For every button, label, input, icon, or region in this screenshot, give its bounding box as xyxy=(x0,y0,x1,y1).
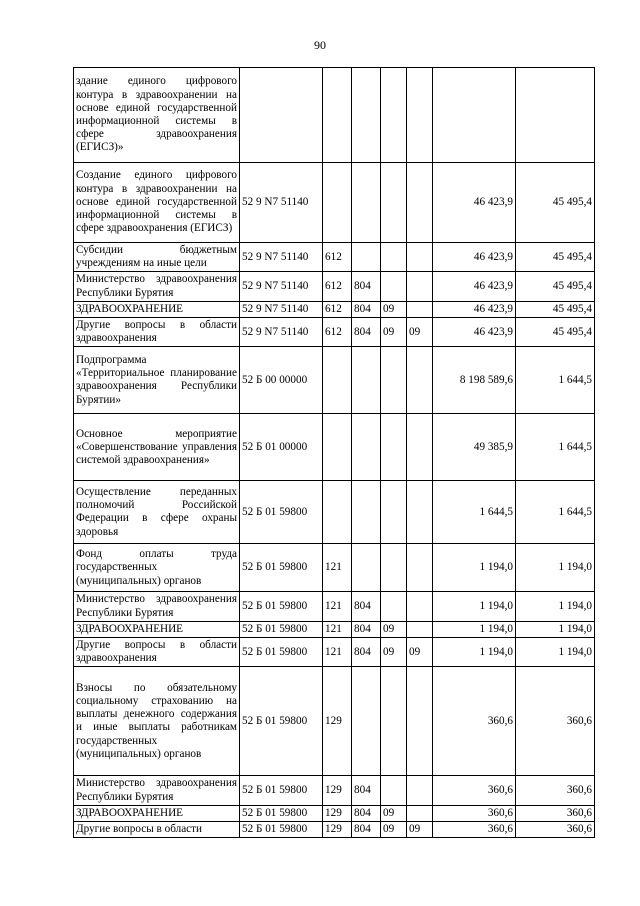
table-row xyxy=(74,68,595,163)
row-name: Субсидии бюджетным учреждениям на иные цели xyxy=(74,243,240,272)
row-value-2: 1 644,5 xyxy=(516,347,595,414)
row-expense-type: 129 xyxy=(323,776,352,805)
row-value-2: 360,6 xyxy=(516,667,595,776)
row-subsection xyxy=(407,347,433,414)
row-section xyxy=(381,667,407,776)
row-section: 09 xyxy=(381,822,407,838)
row-expense-type: 121 xyxy=(323,621,352,637)
row-name: Создание единого цифрового контура в здравоохранении на основе единой государственной информационной системы в сфере здравоохранения (ЕГИСЗ) xyxy=(74,163,240,243)
row-name: Министерство здравоохранения Республики Бурятия xyxy=(74,272,240,301)
row-ministry-code xyxy=(352,347,381,414)
row-value-1: 1 194,0 xyxy=(433,544,516,592)
row-code: 52 Б 01 59800 xyxy=(240,776,323,805)
row-subsection xyxy=(407,243,433,272)
row-expense-type: 612 xyxy=(323,272,352,301)
row-value-1: 46 423,9 xyxy=(433,301,516,317)
row-value-2: 1 194,0 xyxy=(516,621,595,637)
row-subsection: 09 xyxy=(407,318,433,347)
row-section xyxy=(381,592,407,621)
row-subsection xyxy=(407,414,433,481)
row-ministry-code: 804 xyxy=(352,272,381,301)
row-value-2: 1 644,5 xyxy=(516,481,595,544)
table-row xyxy=(74,621,595,637)
row-code: 52 9 N7 51140 xyxy=(240,318,323,347)
row-expense-type: 129 xyxy=(323,805,352,821)
table-row xyxy=(74,243,595,272)
row-subsection xyxy=(407,481,433,544)
row-subsection: 09 xyxy=(407,822,433,838)
row-name: Другие вопросы в области здравоохранения xyxy=(74,638,240,667)
row-section xyxy=(381,544,407,592)
row-name: здание единого цифрового контура в здравоохранении на основе единой государственной информационной системы в сфере здравоохранения (ЕГИСЗ)» xyxy=(74,68,240,163)
page-number: 90 xyxy=(314,38,326,52)
row-expense-type xyxy=(323,481,352,544)
row-value-2: 360,6 xyxy=(516,776,595,805)
table-row xyxy=(74,301,595,317)
row-value-2: 1 194,0 xyxy=(516,638,595,667)
row-name: ЗДРАВООХРАНЕНИЕ xyxy=(74,621,240,637)
row-value-2 xyxy=(516,68,595,163)
row-ministry-code: 804 xyxy=(352,822,381,838)
table-row xyxy=(74,272,595,301)
row-code: 52 Б 01 59800 xyxy=(240,592,323,621)
row-expense-type xyxy=(323,414,352,481)
row-code: 52 Б 01 00000 xyxy=(240,414,323,481)
row-value-2: 45 495,4 xyxy=(516,163,595,243)
row-expense-type xyxy=(323,347,352,414)
row-section: 09 xyxy=(381,805,407,821)
row-name: ЗДРАВООХРАНЕНИЕ xyxy=(74,805,240,821)
row-code: 52 9 N7 51140 xyxy=(240,243,323,272)
table-row xyxy=(74,667,595,776)
row-section: 09 xyxy=(381,621,407,637)
row-value-1: 1 194,0 xyxy=(433,638,516,667)
row-value-2: 45 495,4 xyxy=(516,301,595,317)
row-code xyxy=(240,68,323,163)
row-value-1: 46 423,9 xyxy=(433,243,516,272)
row-expense-type: 612 xyxy=(323,243,352,272)
table-row xyxy=(74,481,595,544)
row-code: 52 Б 01 59800 xyxy=(240,481,323,544)
table-row xyxy=(74,544,595,592)
row-value-1: 360,6 xyxy=(433,805,516,821)
row-code: 52 9 N7 51140 xyxy=(240,301,323,317)
row-ministry-code xyxy=(352,68,381,163)
row-name: Осуществление переданных полномочий Российской Федерации в сфере охраны здоровья xyxy=(74,481,240,544)
row-value-1: 360,6 xyxy=(433,667,516,776)
table-row xyxy=(74,318,595,347)
row-ministry-code: 804 xyxy=(352,301,381,317)
row-section xyxy=(381,481,407,544)
row-subsection xyxy=(407,776,433,805)
row-value-1: 8 198 589,6 xyxy=(433,347,516,414)
row-expense-type: 612 xyxy=(323,318,352,347)
row-code: 52 Б 01 59800 xyxy=(240,621,323,637)
row-subsection xyxy=(407,163,433,243)
row-section xyxy=(381,776,407,805)
row-code: 52 Б 00 00000 xyxy=(240,347,323,414)
row-section: 09 xyxy=(381,638,407,667)
row-expense-type xyxy=(323,163,352,243)
table-row xyxy=(74,805,595,821)
row-ministry-code: 804 xyxy=(352,621,381,637)
row-value-1: 1 644,5 xyxy=(433,481,516,544)
row-ministry-code: 804 xyxy=(352,318,381,347)
row-value-2: 45 495,4 xyxy=(516,318,595,347)
row-subsection xyxy=(407,68,433,163)
row-name: Взносы по обязательному социальному страхованию на выплаты денежного содержания и иные выплаты работникам государственных (муниципальных) органов xyxy=(74,667,240,776)
table-row xyxy=(74,347,595,414)
row-section: 09 xyxy=(381,318,407,347)
row-name: Фонд оплаты труда государственных (муниципальных) органов xyxy=(74,544,240,592)
row-value-2: 360,6 xyxy=(516,822,595,838)
row-subsection xyxy=(407,667,433,776)
row-ministry-code: 804 xyxy=(352,638,381,667)
row-expense-type: 121 xyxy=(323,544,352,592)
row-value-1: 46 423,9 xyxy=(433,272,516,301)
row-expense-type: 129 xyxy=(323,822,352,838)
row-code: 52 Б 01 59800 xyxy=(240,667,323,776)
row-value-2: 1 194,0 xyxy=(516,592,595,621)
row-section xyxy=(381,272,407,301)
row-section xyxy=(381,68,407,163)
row-expense-type: 612 xyxy=(323,301,352,317)
row-expense-type: 121 xyxy=(323,592,352,621)
table-row xyxy=(74,592,595,621)
row-expense-type: 121 xyxy=(323,638,352,667)
row-ministry-code: 804 xyxy=(352,805,381,821)
row-code: 52 9 N7 51140 xyxy=(240,163,323,243)
row-code: 52 Б 01 59800 xyxy=(240,544,323,592)
row-value-2: 1 644,5 xyxy=(516,414,595,481)
row-name: Основное мероприятие «Совершенствование управления системой здравоохранения» xyxy=(74,414,240,481)
row-subsection xyxy=(407,621,433,637)
row-code: 52 Б 01 59800 xyxy=(240,822,323,838)
row-value-2: 1 194,0 xyxy=(516,544,595,592)
row-code: 52 9 N7 51140 xyxy=(240,272,323,301)
table-row xyxy=(74,163,595,243)
row-ministry-code xyxy=(352,667,381,776)
row-expense-type: 129 xyxy=(323,667,352,776)
budget-table xyxy=(73,67,595,838)
row-value-2: 360,6 xyxy=(516,805,595,821)
table-row xyxy=(74,414,595,481)
row-section xyxy=(381,243,407,272)
row-name: ЗДРАВООХРАНЕНИЕ xyxy=(74,301,240,317)
row-ministry-code xyxy=(352,163,381,243)
row-value-1: 1 194,0 xyxy=(433,592,516,621)
row-expense-type xyxy=(323,68,352,163)
row-value-1: 46 423,9 xyxy=(433,163,516,243)
row-value-2: 45 495,4 xyxy=(516,243,595,272)
row-subsection xyxy=(407,272,433,301)
table-row xyxy=(74,822,595,838)
row-value-1 xyxy=(433,68,516,163)
row-section: 09 xyxy=(381,301,407,317)
row-section xyxy=(381,414,407,481)
row-ministry-code xyxy=(352,414,381,481)
row-subsection xyxy=(407,592,433,621)
row-value-1: 46 423,9 xyxy=(433,318,516,347)
row-subsection xyxy=(407,544,433,592)
row-value-2: 45 495,4 xyxy=(516,272,595,301)
row-value-1: 360,6 xyxy=(433,822,516,838)
row-subsection: 09 xyxy=(407,638,433,667)
row-value-1: 360,6 xyxy=(433,776,516,805)
row-name: Другие вопросы в области здравоохранения xyxy=(74,318,240,347)
row-code: 52 Б 01 59800 xyxy=(240,805,323,821)
row-subsection xyxy=(407,301,433,317)
row-subsection xyxy=(407,805,433,821)
row-ministry-code xyxy=(352,243,381,272)
row-name: Министерство здравоохранения Республики Бурятия xyxy=(74,592,240,621)
row-name: Подпрограмма «Территориальное планирование здравоохранения Республики Бурятии» xyxy=(74,347,240,414)
row-section xyxy=(381,347,407,414)
row-value-1: 1 194,0 xyxy=(433,621,516,637)
row-value-1: 49 385,9 xyxy=(433,414,516,481)
row-ministry-code xyxy=(352,481,381,544)
table-row xyxy=(74,776,595,805)
row-name: Другие вопросы в области xyxy=(74,822,240,838)
row-ministry-code: 804 xyxy=(352,592,381,621)
row-ministry-code: 804 xyxy=(352,776,381,805)
row-section xyxy=(381,163,407,243)
table-row xyxy=(74,638,595,667)
row-ministry-code xyxy=(352,544,381,592)
row-name: Министерство здравоохранения Республики Бурятия xyxy=(74,776,240,805)
row-code: 52 Б 01 59800 xyxy=(240,638,323,667)
